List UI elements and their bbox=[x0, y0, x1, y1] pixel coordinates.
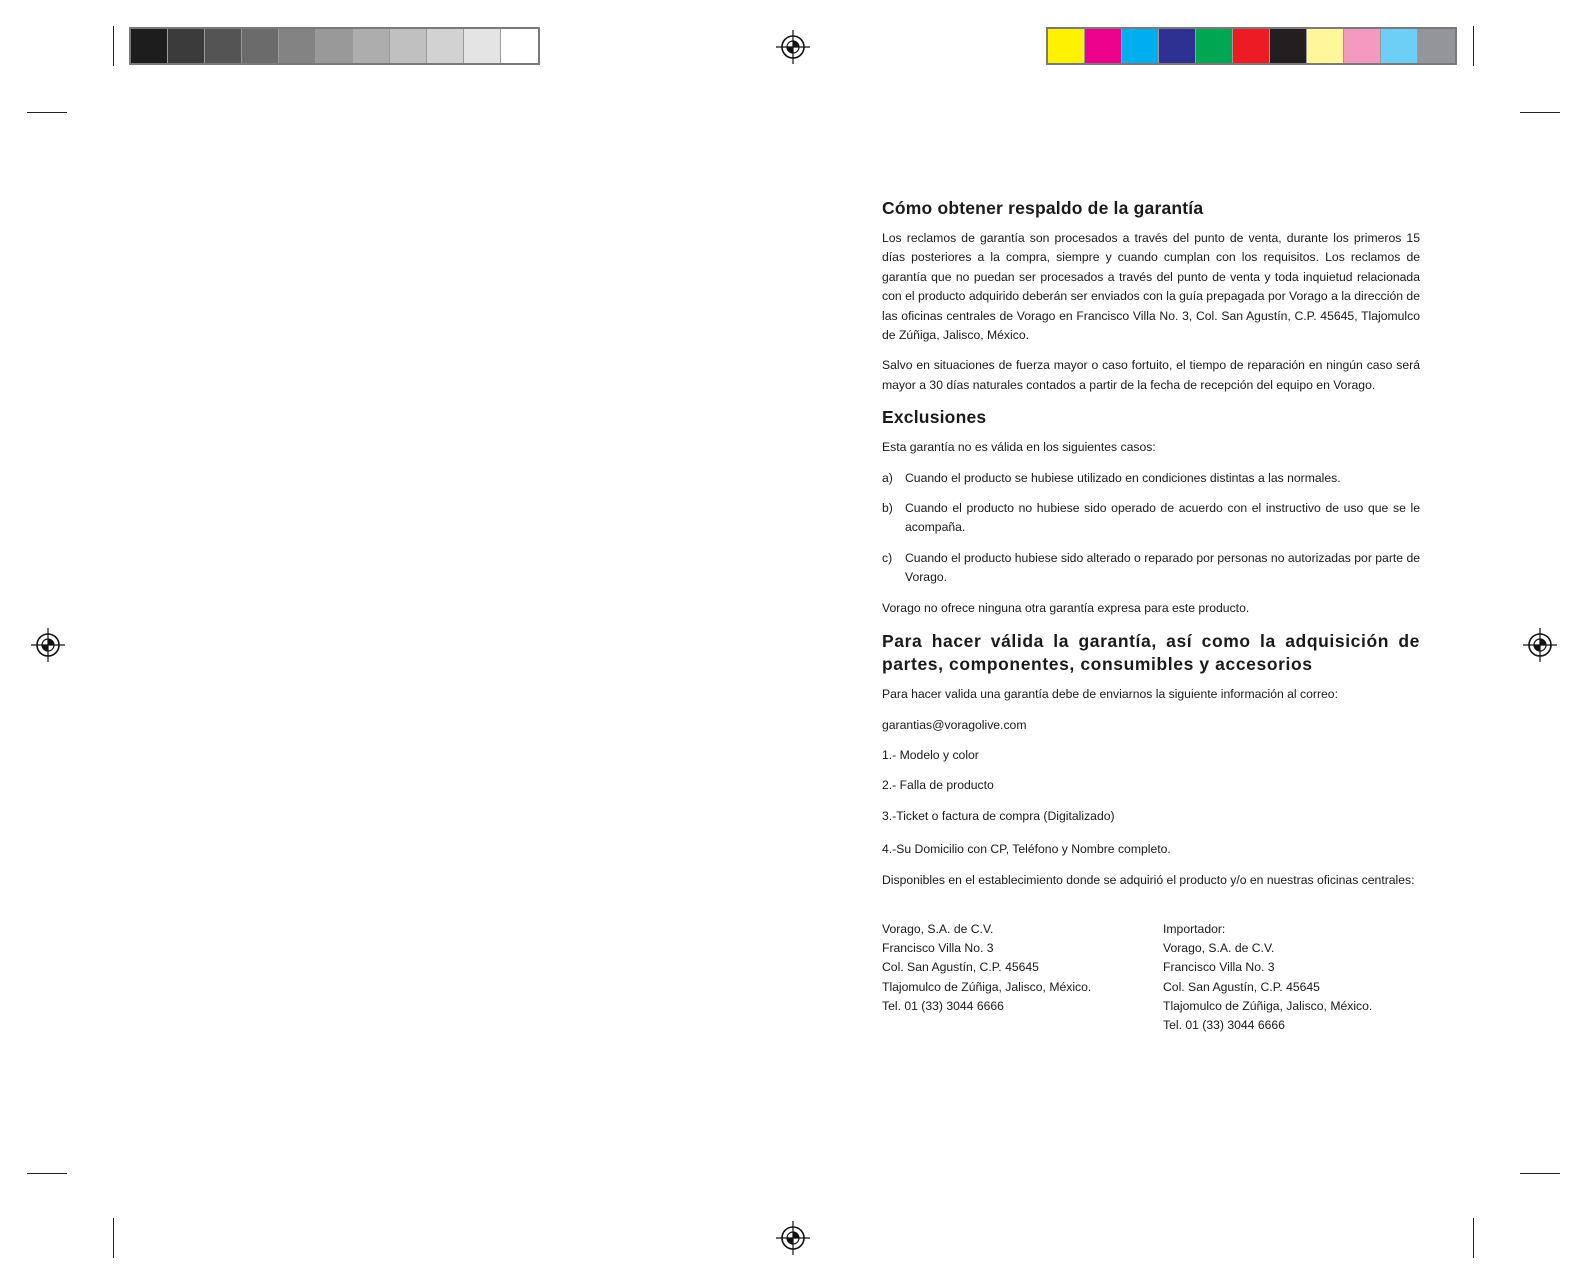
warranty-paragraph-1: Los reclamos de garantía son procesados a través del punto de venta, durante los primeros 15 días posteriores a la compra, siempre y cuando cumplan con los requisitos. Los reclamos de garantía que no puedan ser procesados a través del punto de venta y toda inquietud relacionada con el producto adquirido deberán ser enviados con la guía prepagada por Vorago a la dirección de las oficinas centrales de Vorago en Francisco Villa No. 3, Col. San Agustín, C.P. 45645, Tlajomulco de Zúñiga, Jalisco, México. bbox=[882, 231, 1420, 343]
color-swatch bbox=[1307, 29, 1344, 63]
heading-exclusions: Exclusiones bbox=[882, 407, 987, 428]
color-swatch bbox=[1048, 29, 1085, 63]
crop-mark-top-right bbox=[1473, 26, 1474, 66]
color-swatch bbox=[242, 29, 279, 63]
address-block-left bbox=[882, 920, 1091, 1016]
valid-intro: Para hacer valida una garantía debe de enviarnos la siguiente información al correo: bbox=[882, 687, 1338, 702]
color-swatch bbox=[390, 29, 427, 63]
color-swatch bbox=[279, 29, 316, 63]
color-swatch bbox=[131, 29, 168, 63]
exclusion-item-text: Cuando el producto no hubiese sido operado de acuerdo con el instructivo de uso que se le acompaña. bbox=[905, 501, 1420, 535]
heading-make-warranty-valid: Para hacer válida la garantía, así como la adquisición de partes, componentes, consumibles y accesorios bbox=[882, 631, 1420, 675]
color-swatch bbox=[1233, 29, 1270, 63]
exclusion-item-label: a) bbox=[882, 470, 893, 485]
warranty-text-column bbox=[882, 198, 1420, 890]
registration-mark-bottom-icon bbox=[776, 1221, 810, 1255]
requirement-step: 1.- Modelo y color bbox=[882, 747, 979, 762]
crop-mark-left-upper bbox=[27, 112, 67, 113]
requirement-step: 4.-Su Domicilio con CP, Teléfono y Nombre completo. bbox=[882, 842, 1171, 857]
address-line: Vorago, S.A. de C.V. bbox=[882, 922, 994, 936]
color-swatch bbox=[168, 29, 205, 63]
exclusion-item-text: Cuando el producto se hubiese utilizado en condiciones distintas a las normales. bbox=[905, 470, 1341, 485]
registration-mark-left-icon bbox=[31, 628, 65, 662]
color-swatch bbox=[1270, 29, 1307, 63]
color-swatch bbox=[501, 29, 538, 63]
address-line: Tlajomulco de Zúñiga, Jalisco, México. bbox=[882, 979, 1092, 994]
crop-mark-right-upper bbox=[1520, 112, 1560, 113]
color-swatch bbox=[205, 29, 242, 63]
color-swatch bbox=[353, 29, 390, 63]
color-swatch bbox=[464, 29, 501, 63]
address-line: Tlajomulco de Zúñiga, Jalisco, México. bbox=[1163, 998, 1373, 1013]
heading-warranty-support: Cómo obtener respaldo de la garantía bbox=[882, 198, 1204, 218]
address-line: Francisco Villa No. 3 bbox=[882, 941, 994, 956]
color-swatch bbox=[1196, 29, 1233, 63]
requirement-step: 3.-Ticket o factura de compra (Digitalizado) bbox=[882, 808, 1115, 823]
requirement-step: 2.- Falla de producto bbox=[882, 778, 994, 793]
color-swatch bbox=[427, 29, 464, 63]
crop-mark-bottom-right bbox=[1473, 1218, 1474, 1258]
address-line: Tel. 01 (33) 3044 6666 bbox=[1163, 1018, 1285, 1033]
address-line: Col. San Agustín, C.P. 45645 bbox=[882, 960, 1039, 975]
exclusion-item bbox=[882, 499, 1420, 538]
address-line: Tel. 01 (33) 3044 6666 bbox=[882, 998, 1004, 1013]
color-swatch bbox=[1122, 29, 1159, 63]
warranty-paragraph-2: Salvo en situaciones de fuerza mayor o caso fortuito, el tiempo de reparación en ningún caso será mayor a 30 días naturales contados a partir de la fecha de recepción del equipo en Vorago. bbox=[882, 358, 1420, 392]
exclusion-item bbox=[882, 549, 1420, 588]
grayscale-color-bar bbox=[129, 27, 540, 65]
exclusion-item-text: Cuando el producto hubiese sido alterado o reparado por personas no autorizadas por parte de Vorago. bbox=[905, 550, 1420, 585]
exclusions-outro: Vorago no ofrece ninguna otra garantía expresa para este producto. bbox=[882, 600, 1250, 615]
exclusion-item-label: b) bbox=[882, 501, 893, 516]
address-line: Vorago, S.A. de C.V. bbox=[1163, 941, 1275, 956]
color-swatch bbox=[316, 29, 353, 63]
color-swatch bbox=[1344, 29, 1381, 63]
exclusion-item-label: c) bbox=[882, 550, 893, 565]
process-color-bar bbox=[1046, 27, 1457, 65]
address-line: Col. San Agustín, C.P. 45645 bbox=[1163, 979, 1320, 994]
address-block-right bbox=[1163, 920, 1372, 1035]
crop-mark-left-lower bbox=[27, 1173, 67, 1174]
availability-note: Disponibles en el establecimiento donde se adquirió el producto y/o en nuestras oficinas centrales: bbox=[882, 872, 1415, 887]
color-swatch bbox=[1418, 29, 1455, 63]
registration-mark-top-icon bbox=[776, 30, 810, 64]
registration-mark-right-icon bbox=[1523, 628, 1557, 662]
address-line: Francisco Villa No. 3 bbox=[1163, 960, 1275, 975]
color-swatch bbox=[1159, 29, 1196, 63]
exclusions-intro: Esta garantía no es válida en los siguientes casos: bbox=[882, 440, 1156, 455]
address-line: Importador: bbox=[1163, 922, 1226, 936]
warranty-email: garantias@voragolive.com bbox=[882, 717, 1027, 732]
crop-mark-top-left bbox=[113, 26, 114, 66]
color-swatch bbox=[1085, 29, 1122, 63]
crop-mark-bottom-left bbox=[113, 1218, 114, 1258]
color-swatch bbox=[1381, 29, 1418, 63]
exclusion-item bbox=[882, 469, 1420, 488]
crop-mark-right-lower bbox=[1520, 1173, 1560, 1174]
